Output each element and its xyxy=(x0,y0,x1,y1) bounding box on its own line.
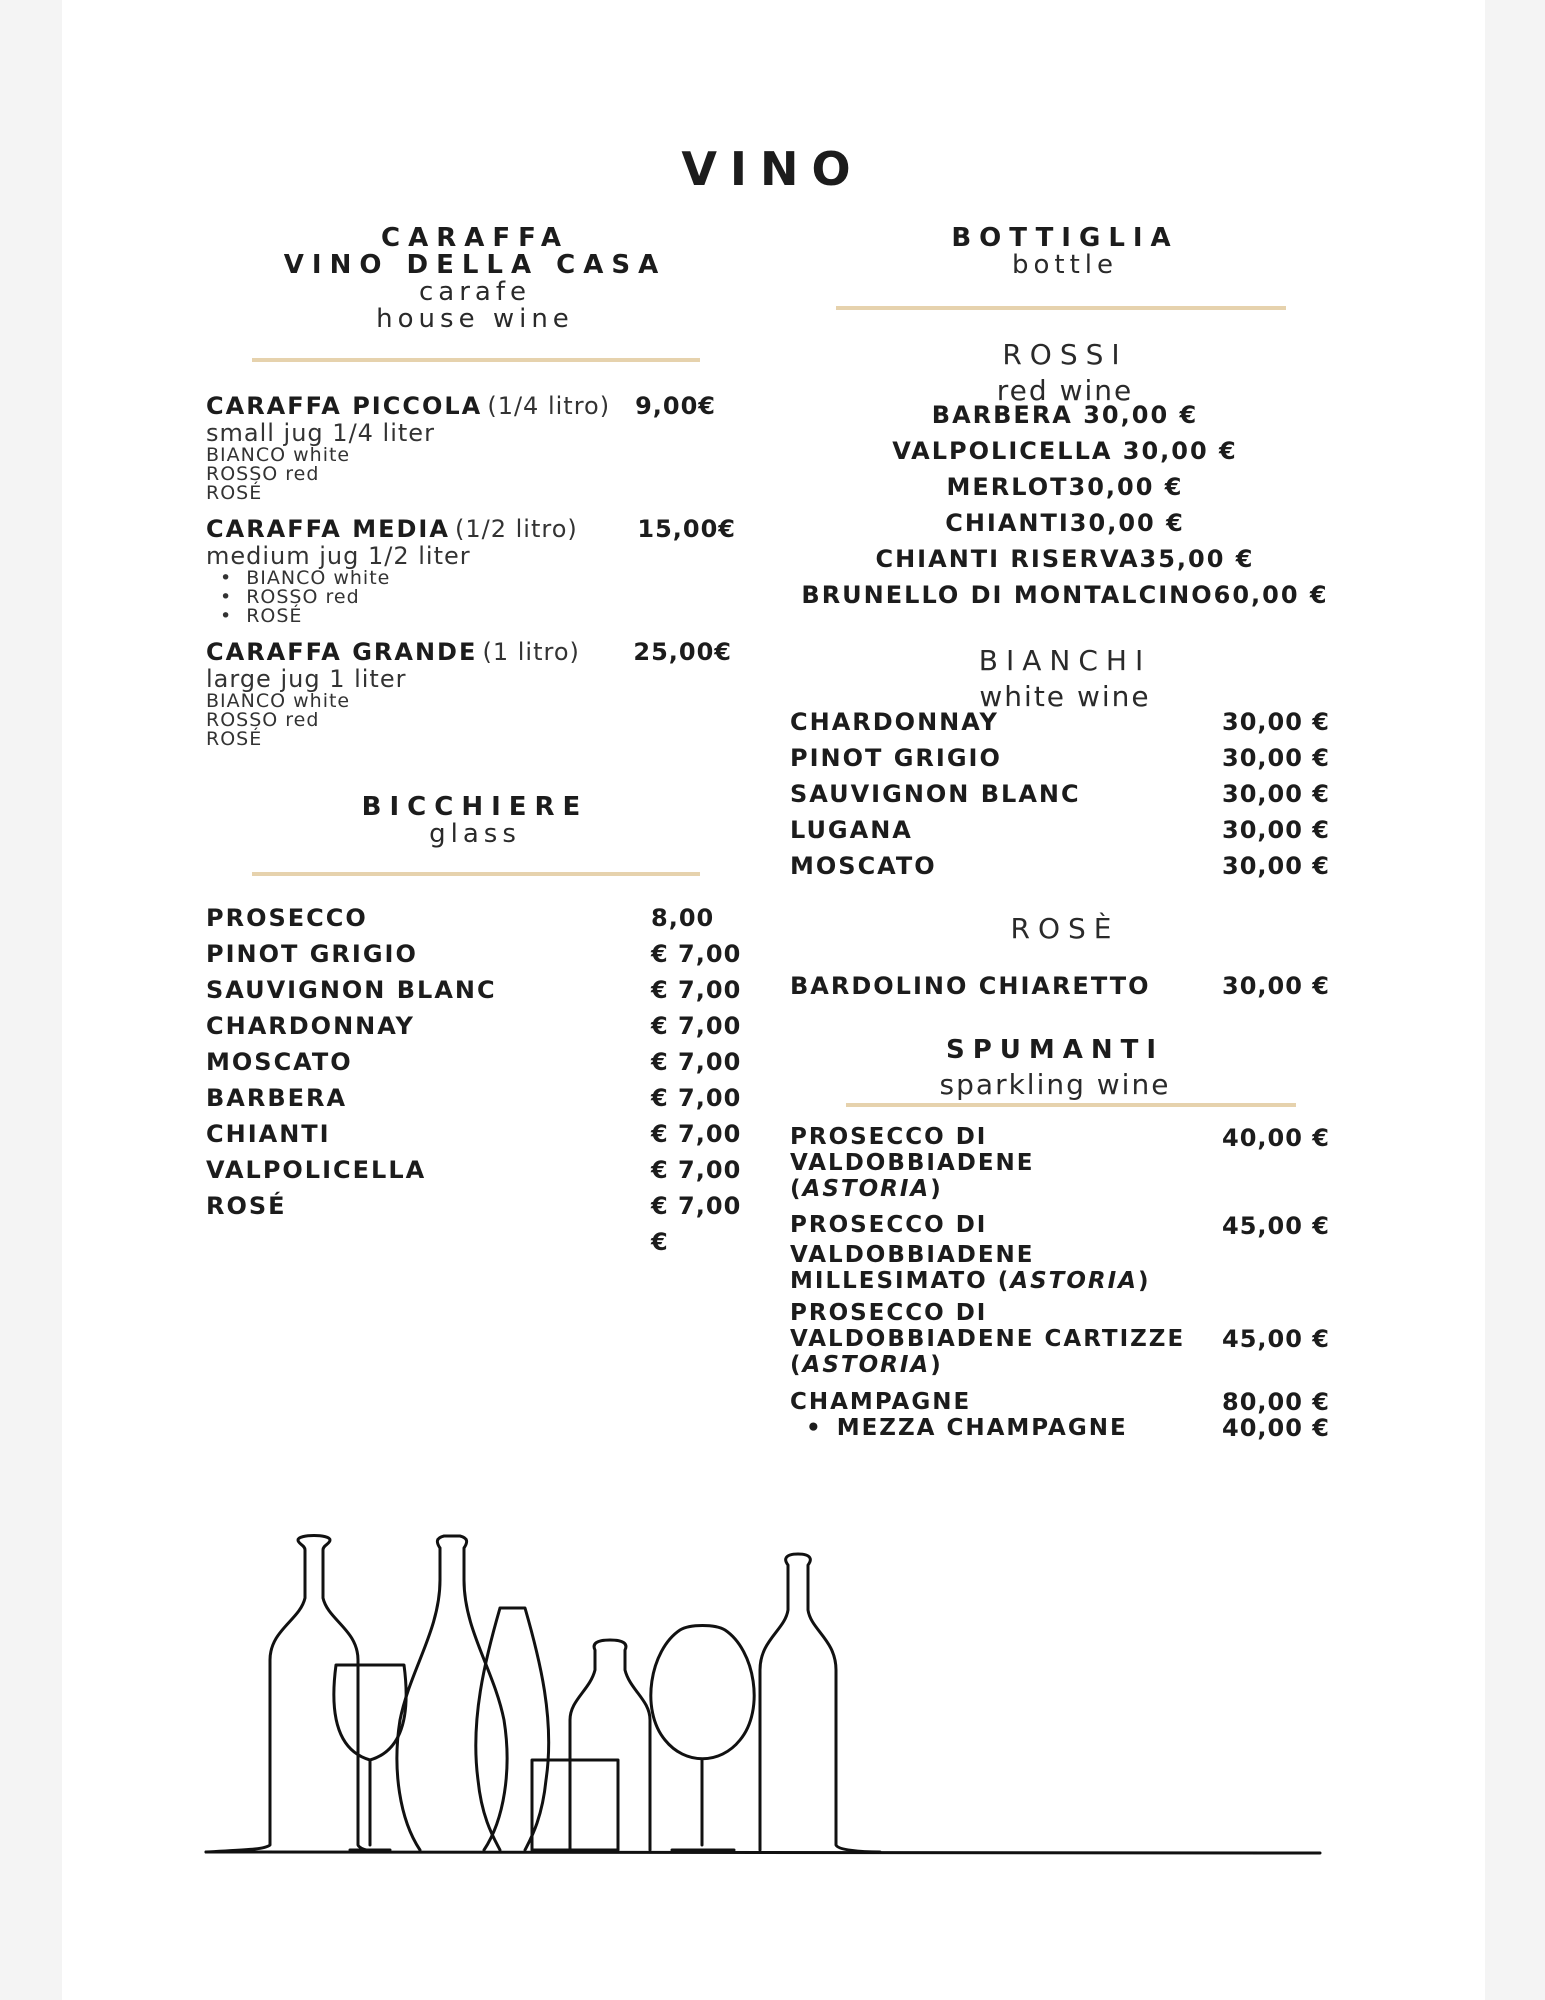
wine-name: PROSECCO DI xyxy=(790,1212,988,1238)
bicchiere-heading: BICCHIERE xyxy=(361,792,589,822)
caraffa-option: BIANCO white xyxy=(206,690,351,712)
list-item xyxy=(790,971,1330,1007)
wine-name: MOSCATO xyxy=(790,852,937,880)
list-item: CHIANTI30,00 € xyxy=(945,509,1185,537)
wine-price: 45,00 € xyxy=(1222,1212,1330,1240)
wine-name: PINOT GRIGIO xyxy=(790,744,1002,772)
wine-name: MOSCATO xyxy=(206,1048,353,1076)
wine-name: MILLESIMATO ( xyxy=(790,1268,1011,1294)
list-item xyxy=(206,1011,746,1047)
caraffa-heading-2: VINO DELLA CASA xyxy=(283,250,667,280)
vase-icon xyxy=(476,1608,549,1850)
list-item: CHIANTI RISERVA35,00 € xyxy=(875,545,1255,573)
producer-name: ASTORIA xyxy=(802,1352,931,1378)
wine-price: 30,00 € xyxy=(1222,972,1330,1000)
wine-name: ) xyxy=(930,1176,943,1202)
spumanti-divider xyxy=(846,1103,1296,1107)
wine-name: SAUVIGNON BLANC xyxy=(790,780,1081,808)
list-item xyxy=(790,851,1330,887)
caraffa-item-price: 25,00€ xyxy=(633,638,732,666)
caraffa-option: • ROSSO red xyxy=(220,586,360,608)
bottle-icon xyxy=(206,1536,378,1853)
rose-heading: ROSÈ xyxy=(1010,912,1120,945)
wine-name: BARBERA xyxy=(206,1084,348,1112)
caraffa-item-english: large jug 1 liter xyxy=(206,665,407,693)
wine-name: ( xyxy=(790,1176,803,1202)
wine-price: € 7,00 xyxy=(651,1048,742,1076)
small-bottle-icon xyxy=(570,1640,650,1850)
wine-price: 30,00 € xyxy=(1222,780,1330,808)
caraffa-item xyxy=(206,638,732,749)
caraffa-divider xyxy=(252,358,700,362)
caraffa-item-name: CARAFFA MEDIA xyxy=(206,515,450,543)
wine-price: € 7,00 xyxy=(651,1012,742,1040)
bottiglia-divider xyxy=(836,306,1286,310)
caraffa-option: BIANCO white xyxy=(206,444,351,466)
wine-name: PROSECCO xyxy=(206,904,368,932)
wine-name: CHARDONNAY xyxy=(790,708,999,736)
producer-name: ASTORIA xyxy=(1010,1268,1138,1294)
goblet-icon xyxy=(651,1626,754,1851)
list-item xyxy=(206,1227,746,1263)
caraffa-option: • BIANCO white xyxy=(220,567,390,589)
list-item: VALPOLICELLA 30,00 € xyxy=(892,437,1238,465)
wine-name: BARDOLINO CHIARETTO xyxy=(790,972,1151,1000)
rossi-subheading: red wine xyxy=(996,374,1134,407)
wine-price: 40,00 € xyxy=(1222,1414,1330,1442)
wine-name: VALDOBBIADENE CARTIZZE xyxy=(790,1326,1186,1352)
wine-price: € 7,00 xyxy=(651,1120,742,1148)
caraffa-subheading-2: house wine xyxy=(376,304,574,334)
wine-price: 45,00 € xyxy=(1222,1325,1330,1353)
caraffa-item-price: 9,00€ xyxy=(635,392,716,420)
caraffa-subheading: carafe xyxy=(419,277,531,307)
list-item xyxy=(206,939,746,975)
wine-name: LUGANA xyxy=(790,816,913,844)
page-title: VINO xyxy=(681,142,864,196)
wine-price: € 7,00 xyxy=(651,1156,742,1184)
wine-name: • MEZZA CHAMPAGNE xyxy=(790,1416,1128,1440)
list-item xyxy=(790,707,1330,743)
wine-price: € 7,00 xyxy=(651,1192,742,1220)
caraffa-option: ROSSO red xyxy=(206,463,320,485)
bianchi-heading: BIANCHI xyxy=(978,644,1152,677)
wine-name: VALDOBBIADENE xyxy=(790,1150,1035,1176)
list-item xyxy=(790,743,1330,779)
list-item xyxy=(206,1155,746,1191)
caraffa-item-english: small jug 1/4 liter xyxy=(206,419,435,447)
spumanti-heading: SPUMANTI xyxy=(945,1035,1165,1065)
list-item xyxy=(206,1119,746,1155)
spumanti-item xyxy=(790,1212,1330,1294)
wine-name: CHAMPAGNE xyxy=(790,1389,972,1415)
caraffa-header xyxy=(250,225,700,333)
wine-price: € xyxy=(651,1228,669,1256)
bottiglia-header xyxy=(830,225,1300,279)
wine-price: 8,00 xyxy=(651,904,715,932)
rose-list xyxy=(790,971,1330,1007)
caraffa-heading: CARAFFA xyxy=(380,223,569,253)
wine-name: PINOT GRIGIO xyxy=(206,940,418,968)
caraffa-item-size: (1/4 litro) xyxy=(487,392,611,420)
list-item: BARBERA 30,00 € xyxy=(931,401,1199,429)
bicchiere-list xyxy=(206,903,746,1263)
caraffa-item-name: CARAFFA PICCOLA xyxy=(206,392,483,420)
wine-price: 80,00 € xyxy=(1222,1388,1330,1416)
wine-name: ROSÉ xyxy=(206,1192,287,1220)
bicchiere-divider xyxy=(252,872,700,876)
bianchi-list xyxy=(790,707,1330,887)
bottiglia-subheading: bottle xyxy=(1011,250,1119,280)
wine-price: 30,00 € xyxy=(1222,708,1330,736)
list-item xyxy=(206,1191,746,1227)
wine-price: 30,00 € xyxy=(1222,816,1330,844)
caraffa-option: ROSÉ xyxy=(206,482,263,504)
wine-glass-icon xyxy=(334,1665,406,1850)
list-item: MERLOT30,00 € xyxy=(946,473,1184,501)
wine-name: SAUVIGNON BLANC xyxy=(206,976,497,1004)
caraffa-item-name: CARAFFA GRANDE xyxy=(206,638,478,666)
producer-name: ASTORIA xyxy=(802,1176,931,1202)
caraffa-item-price: 15,00€ xyxy=(637,515,736,543)
bicchiere-subheading: glass xyxy=(429,819,521,849)
spumanti-item xyxy=(790,1124,1330,1202)
wine-name: PROSECCO DI xyxy=(790,1124,988,1150)
bianchi-subheading: white wine xyxy=(979,680,1151,713)
wine-name: CHIANTI xyxy=(206,1120,331,1148)
wine-name: VALPOLICELLA xyxy=(206,1156,427,1184)
caraffa-option: ROSÉ xyxy=(206,728,263,750)
wine-name: CHARDONNAY xyxy=(206,1012,415,1040)
wine-price: 30,00 € xyxy=(1222,852,1330,880)
wine-name: ) xyxy=(930,1352,943,1378)
decanter-icon xyxy=(397,1536,507,1850)
wine-price: € 7,00 xyxy=(651,976,742,1004)
list-item xyxy=(206,1047,746,1083)
bottle-icon xyxy=(760,1554,880,1852)
list-item xyxy=(206,903,746,939)
spumanti-item xyxy=(790,1300,1330,1378)
caraffa-item-english: medium jug 1/2 liter xyxy=(206,542,471,570)
wine-name: ( xyxy=(790,1352,803,1378)
caraffa-item xyxy=(206,392,726,503)
bicchiere-header xyxy=(250,794,700,848)
wine-name: VALDOBBIADENE xyxy=(790,1242,1035,1268)
list-item xyxy=(790,815,1330,851)
wine-name: ) xyxy=(1137,1268,1151,1294)
spumanti-subheading: sparkling wine xyxy=(939,1068,1171,1101)
rossi-list xyxy=(800,400,1330,616)
list-item: BRUNELLO DI MONTALCINO60,00 € xyxy=(801,581,1329,609)
caraffa-item-size: (1 litro) xyxy=(482,638,580,666)
caraffa-item-size: (1/2 litro) xyxy=(455,515,578,543)
wine-price: € 7,00 xyxy=(651,940,742,968)
caraffa-option: • ROSÉ xyxy=(220,605,302,627)
list-item xyxy=(206,975,746,1011)
caraffa-item xyxy=(206,515,736,626)
wine-name: PROSECCO DI xyxy=(790,1300,988,1326)
rossi-heading: ROSSI xyxy=(1002,338,1128,371)
list-item xyxy=(206,1083,746,1119)
champagne-item xyxy=(790,1388,1330,1440)
wine-price: 40,00 € xyxy=(1222,1124,1330,1152)
tumbler-icon xyxy=(532,1760,618,1850)
bottiglia-heading: BOTTIGLIA xyxy=(951,223,1179,253)
list-item xyxy=(790,779,1330,815)
caraffa-option: ROSSO red xyxy=(206,709,320,731)
wine-price: € 7,00 xyxy=(651,1084,742,1112)
wine-price: 30,00 € xyxy=(1222,744,1330,772)
wine-bottles-illustration xyxy=(0,1520,1545,1860)
